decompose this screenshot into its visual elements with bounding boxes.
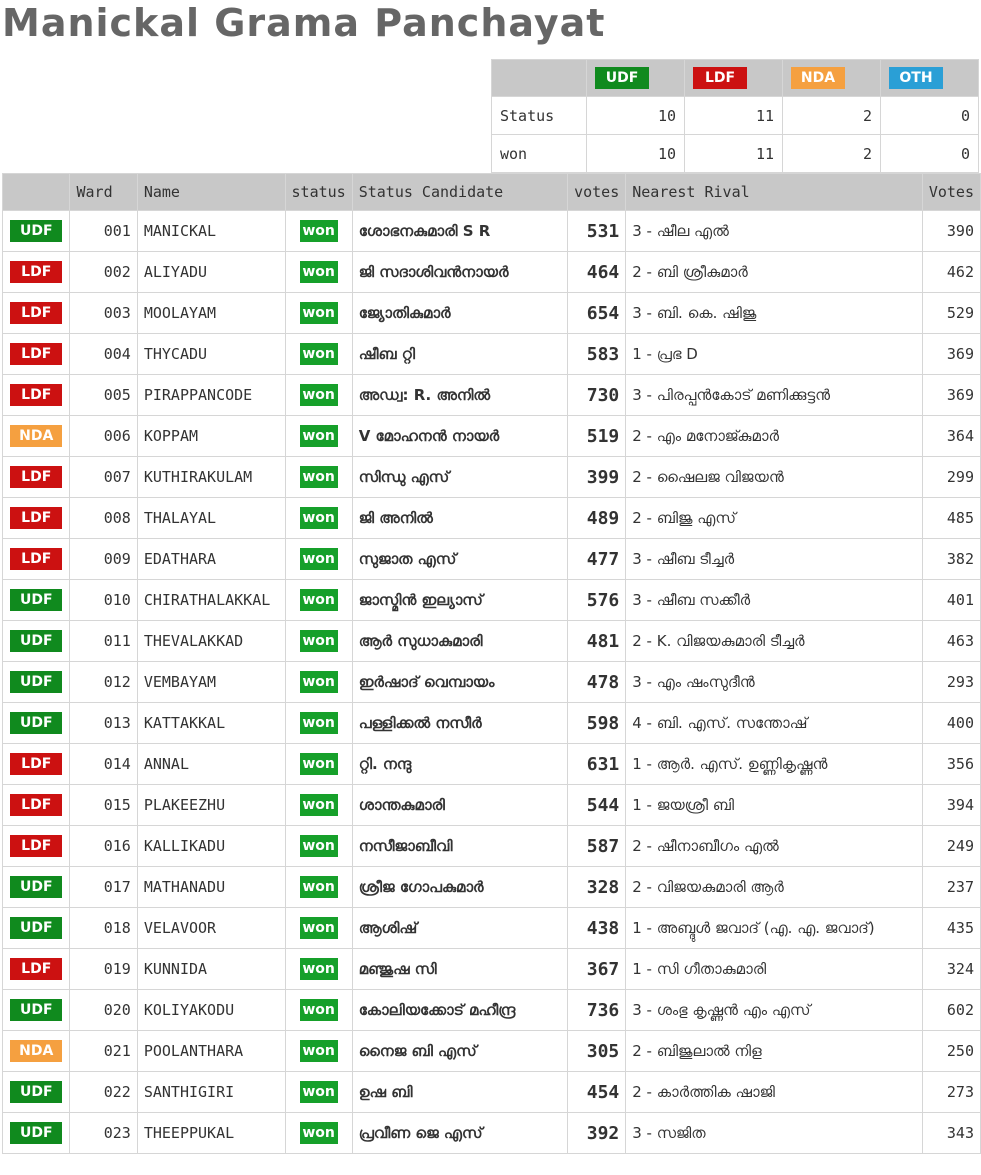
party-chip: LDF: [10, 261, 62, 283]
party-chip: OTH: [889, 67, 943, 89]
party-chip: UDF: [10, 712, 62, 734]
winner-votes: 328: [568, 867, 626, 908]
party-chip: LDF: [10, 302, 62, 324]
status-cell: [285, 211, 352, 252]
ward-number: 021: [70, 1031, 137, 1072]
ward-number: 004: [70, 334, 137, 375]
status-cell: [285, 457, 352, 498]
nearest-rival: 3 - ഷീബ ടീച്ചർ: [626, 539, 923, 580]
ward-name: MANICKAL: [137, 211, 285, 252]
ward-number: 012: [70, 662, 137, 703]
won-badge: won: [300, 220, 338, 242]
rival-votes: 602: [922, 990, 980, 1031]
status-cell: [285, 334, 352, 375]
summary-row-label: Status: [492, 97, 587, 135]
party-chip: UDF: [10, 589, 62, 611]
party-chip: UDF: [10, 630, 62, 652]
party-cell: [3, 211, 70, 252]
won-badge: won: [300, 425, 338, 447]
won-badge: won: [300, 835, 338, 857]
nearest-rival: 2 - ഷൈലജ വിജയൻ: [626, 457, 923, 498]
won-badge: won: [300, 630, 338, 652]
status-cell: [285, 1113, 352, 1154]
summary-count-ldf: 11: [685, 97, 783, 135]
table-row: [3, 744, 981, 785]
nearest-rival: 2 - ബി ശ്രീകുമാർ: [626, 252, 923, 293]
party-cell: [3, 457, 70, 498]
winner-votes: 464: [568, 252, 626, 293]
table-row: [3, 990, 981, 1031]
won-badge: won: [300, 753, 338, 775]
ward-name: KOPPAM: [137, 416, 285, 457]
ward-name: THEVALAKKAD: [137, 621, 285, 662]
col-header-candidate: Status Candidate: [352, 174, 567, 211]
party-cell: [3, 744, 70, 785]
winning-candidate: ജ്യോതികുമാർ: [352, 293, 567, 334]
summary-count-oth: 0: [881, 135, 979, 173]
winner-votes: 576: [568, 580, 626, 621]
summary-party-oth: [881, 60, 979, 97]
ward-name: THALAYAL: [137, 498, 285, 539]
winning-candidate: സിന്ധു എസ്: [352, 457, 567, 498]
party-chip: LDF: [10, 343, 62, 365]
table-row: [3, 1031, 981, 1072]
party-chip: NDA: [10, 1040, 62, 1062]
table-row: [3, 211, 981, 252]
ward-number: 020: [70, 990, 137, 1031]
winning-candidate: കോലിയക്കോട് മഹീന്ദ്ര: [352, 990, 567, 1031]
ward-number: 019: [70, 949, 137, 990]
nearest-rival: 3 - എം ഷംസുദീൻ: [626, 662, 923, 703]
nearest-rival: 3 - പിരപ്പൻകോട് മണിക്കുട്ടൻ: [626, 375, 923, 416]
party-chip: LDF: [10, 835, 62, 857]
summary-count-nda: 2: [783, 97, 881, 135]
ward-number: 007: [70, 457, 137, 498]
table-row: [3, 785, 981, 826]
rival-votes: 250: [922, 1031, 980, 1072]
winning-candidate: V മോഹനൻ നായർ: [352, 416, 567, 457]
party-cell: [3, 621, 70, 662]
winning-candidate: ശാന്തകുമാരി: [352, 785, 567, 826]
nearest-rival: 1 - അബ്ദുൾ ജവാദ് (എ. എ. ജവാദ്): [626, 908, 923, 949]
ward-name: KATTAKKAL: [137, 703, 285, 744]
party-cell: [3, 908, 70, 949]
party-cell: [3, 1031, 70, 1072]
won-badge: won: [300, 466, 338, 488]
summary-count-oth: 0: [881, 97, 979, 135]
rival-votes: 343: [922, 1113, 980, 1154]
party-chip: NDA: [10, 425, 62, 447]
rival-votes: 463: [922, 621, 980, 662]
ward-name: KUNNIDA: [137, 949, 285, 990]
status-cell: [285, 498, 352, 539]
rival-votes: 462: [922, 252, 980, 293]
winner-votes: 544: [568, 785, 626, 826]
ward-number: 002: [70, 252, 137, 293]
nearest-rival: 1 - ജയശ്രീ ബി: [626, 785, 923, 826]
winner-votes: 587: [568, 826, 626, 867]
ward-results-table: [2, 173, 981, 1154]
col-header-name: Name: [137, 174, 285, 211]
ward-name: PLAKEEZHU: [137, 785, 285, 826]
nearest-rival: 2 - വിജയകുമാരി ആർ: [626, 867, 923, 908]
ward-number: 008: [70, 498, 137, 539]
winning-candidate: ശോഭനകുമാരി S R: [352, 211, 567, 252]
ward-name: MATHANADU: [137, 867, 285, 908]
party-cell: [3, 334, 70, 375]
ward-number: 013: [70, 703, 137, 744]
table-row: [3, 252, 981, 293]
table-row: [3, 826, 981, 867]
winner-votes: 478: [568, 662, 626, 703]
winner-votes: 438: [568, 908, 626, 949]
party-cell: [3, 703, 70, 744]
won-badge: won: [300, 958, 338, 980]
winner-votes: 305: [568, 1031, 626, 1072]
col-header-status: status: [285, 174, 352, 211]
table-body: [3, 211, 981, 1154]
table-row: [3, 949, 981, 990]
winning-candidate: സുജാത എസ്: [352, 539, 567, 580]
party-cell: [3, 293, 70, 334]
party-chip: LDF: [10, 384, 62, 406]
party-cell: [3, 1072, 70, 1113]
rival-votes: 273: [922, 1072, 980, 1113]
rival-votes: 369: [922, 334, 980, 375]
winner-votes: 631: [568, 744, 626, 785]
party-chip: LDF: [693, 67, 747, 89]
party-chip: UDF: [10, 1122, 62, 1144]
status-cell: [285, 580, 352, 621]
ward-name: VEMBAYAM: [137, 662, 285, 703]
winner-votes: 489: [568, 498, 626, 539]
rival-votes: 435: [922, 908, 980, 949]
won-badge: won: [300, 589, 338, 611]
winning-candidate: ജി സദാശിവൻനായർ: [352, 252, 567, 293]
summary-count-nda: 2: [783, 135, 881, 173]
status-cell: [285, 744, 352, 785]
rival-votes: 485: [922, 498, 980, 539]
party-cell: [3, 498, 70, 539]
won-badge: won: [300, 917, 338, 939]
won-badge: won: [300, 507, 338, 529]
summary-party-udf: [587, 60, 685, 97]
table-row: [3, 580, 981, 621]
nearest-rival: 3 - ശംഭു കൃഷ്ണൻ എം എസ്: [626, 990, 923, 1031]
summary-count-udf: 10: [587, 97, 685, 135]
nearest-rival: 2 - K. വിജയകുമാരി ടീച്ചർ: [626, 621, 923, 662]
party-cell: [3, 949, 70, 990]
winner-votes: 454: [568, 1072, 626, 1113]
ward-name: KALLIKADU: [137, 826, 285, 867]
nearest-rival: 4 - ബി. എസ്. സന്തോഷ്: [626, 703, 923, 744]
party-cell: [3, 826, 70, 867]
summary-count-ldf: 11: [685, 135, 783, 173]
table-row: [3, 908, 981, 949]
ward-name: KOLIYAKODU: [137, 990, 285, 1031]
ward-number: 015: [70, 785, 137, 826]
table-row: [3, 539, 981, 580]
rival-votes: 249: [922, 826, 980, 867]
ward-name: THEEPPUKAL: [137, 1113, 285, 1154]
summary-row-label: won: [492, 135, 587, 173]
ward-number: 022: [70, 1072, 137, 1113]
table-row: [3, 457, 981, 498]
status-cell: [285, 1072, 352, 1113]
ward-number: 009: [70, 539, 137, 580]
ward-number: 023: [70, 1113, 137, 1154]
winner-votes: 736: [568, 990, 626, 1031]
party-chip: LDF: [10, 794, 62, 816]
summary-count-udf: 10: [587, 135, 685, 173]
winning-candidate: പ്രവീണ ജെ എസ്: [352, 1113, 567, 1154]
ward-number: 001: [70, 211, 137, 252]
ward-name: ANNAL: [137, 744, 285, 785]
table-row: [3, 498, 981, 539]
status-cell: [285, 375, 352, 416]
party-cell: [3, 539, 70, 580]
status-cell: [285, 785, 352, 826]
ward-name: ALIYADU: [137, 252, 285, 293]
status-cell: [285, 539, 352, 580]
party-chip: UDF: [10, 220, 62, 242]
winner-votes: 392: [568, 1113, 626, 1154]
col-header-nearest-rival: Nearest Rival: [626, 174, 923, 211]
winner-votes: 598: [568, 703, 626, 744]
table-row: [3, 662, 981, 703]
party-cell: [3, 785, 70, 826]
rival-votes: 369: [922, 375, 980, 416]
party-chip: UDF: [595, 67, 649, 89]
party-chip: UDF: [10, 671, 62, 693]
won-badge: won: [300, 384, 338, 406]
party-chip: LDF: [10, 466, 62, 488]
winning-candidate: ജാസ്മിൻ ഇല്യാസ്: [352, 580, 567, 621]
ward-name: POOLANTHARA: [137, 1031, 285, 1072]
winner-votes: 477: [568, 539, 626, 580]
nearest-rival: 1 - ആർ. എസ്. ഉണ്ണികൃഷ്ണൻ: [626, 744, 923, 785]
summary-corner-cell: [492, 60, 587, 97]
winner-votes: 481: [568, 621, 626, 662]
summary-row-won: [492, 135, 979, 173]
party-cell: [3, 662, 70, 703]
status-cell: [285, 293, 352, 334]
party-cell: [3, 580, 70, 621]
won-badge: won: [300, 999, 338, 1021]
winning-candidate: അഡ്വ: R. അനിൽ: [352, 375, 567, 416]
ward-number: 003: [70, 293, 137, 334]
won-badge: won: [300, 1040, 338, 1062]
status-cell: [285, 621, 352, 662]
winning-candidate: ജി അനിൽ: [352, 498, 567, 539]
party-chip: UDF: [10, 876, 62, 898]
party-cell: [3, 252, 70, 293]
winner-votes: 519: [568, 416, 626, 457]
ward-name: EDATHARA: [137, 539, 285, 580]
rival-votes: 324: [922, 949, 980, 990]
party-chip: LDF: [10, 507, 62, 529]
ward-name: SANTHIGIRI: [137, 1072, 285, 1113]
status-cell: [285, 703, 352, 744]
nearest-rival: 3 - സജിത: [626, 1113, 923, 1154]
party-chip: LDF: [10, 548, 62, 570]
table-row: [3, 293, 981, 334]
status-cell: [285, 867, 352, 908]
ward-number: 016: [70, 826, 137, 867]
winning-candidate: ഷീബ റ്റി: [352, 334, 567, 375]
status-cell: [285, 990, 352, 1031]
party-chip: UDF: [10, 1081, 62, 1103]
party-chip: UDF: [10, 917, 62, 939]
won-badge: won: [300, 302, 338, 324]
winning-candidate: നസീജാബീവി: [352, 826, 567, 867]
summary-header-row: [492, 60, 979, 97]
winner-votes: 730: [568, 375, 626, 416]
winning-candidate: നൈജ ബി എസ്: [352, 1031, 567, 1072]
ward-number: 010: [70, 580, 137, 621]
summary-row-status: [492, 97, 979, 135]
status-cell: [285, 416, 352, 457]
won-badge: won: [300, 712, 338, 734]
won-badge: won: [300, 343, 338, 365]
col-header-rival-votes: Votes: [922, 174, 980, 211]
ward-number: 005: [70, 375, 137, 416]
ward-number: 006: [70, 416, 137, 457]
table-row: [3, 1072, 981, 1113]
col-header-votes: votes: [568, 174, 626, 211]
table-row: [3, 621, 981, 662]
status-cell: [285, 662, 352, 703]
party-chip: LDF: [10, 958, 62, 980]
table-row: [3, 1113, 981, 1154]
rival-votes: 356: [922, 744, 980, 785]
winning-candidate: ശ്രീജ ഗോപകുമാർ: [352, 867, 567, 908]
status-cell: [285, 826, 352, 867]
rival-votes: 400: [922, 703, 980, 744]
party-cell: [3, 990, 70, 1031]
ward-name: CHIRATHALAKKAL: [137, 580, 285, 621]
winning-candidate: ഉഷ ബി: [352, 1072, 567, 1113]
winner-votes: 654: [568, 293, 626, 334]
won-badge: won: [300, 548, 338, 570]
rival-votes: 382: [922, 539, 980, 580]
winning-candidate: മഞ്ജുഷ സി: [352, 949, 567, 990]
party-chip: UDF: [10, 999, 62, 1021]
rival-votes: 401: [922, 580, 980, 621]
ward-name: KUTHIRAKULAM: [137, 457, 285, 498]
nearest-rival: 2 - ബിജുലാൽ നിള: [626, 1031, 923, 1072]
nearest-rival: 3 - ഷീല എൽ: [626, 211, 923, 252]
ward-name: PIRAPPANCODE: [137, 375, 285, 416]
party-cell: [3, 416, 70, 457]
ward-name: THYCADU: [137, 334, 285, 375]
winner-votes: 583: [568, 334, 626, 375]
summary-party-nda: [783, 60, 881, 97]
ward-number: 011: [70, 621, 137, 662]
status-cell: [285, 1031, 352, 1072]
party-chip: NDA: [791, 67, 845, 89]
rival-votes: 293: [922, 662, 980, 703]
won-badge: won: [300, 876, 338, 898]
rival-votes: 364: [922, 416, 980, 457]
table-row: [3, 375, 981, 416]
rival-votes: 390: [922, 211, 980, 252]
ward-name: MOOLAYAM: [137, 293, 285, 334]
status-cell: [285, 908, 352, 949]
ward-number: 014: [70, 744, 137, 785]
table-row: [3, 334, 981, 375]
nearest-rival: 3 - ഷീബ സക്കീർ: [626, 580, 923, 621]
nearest-rival: 2 - ബിജു എസ്: [626, 498, 923, 539]
table-row: [3, 416, 981, 457]
rival-votes: 299: [922, 457, 980, 498]
winner-votes: 367: [568, 949, 626, 990]
summary-party-ldf: [685, 60, 783, 97]
col-header-party: [3, 174, 70, 211]
table-header-row: [3, 174, 981, 211]
party-cell: [3, 1113, 70, 1154]
nearest-rival: 1 - സി ഗീതാകുമാരി: [626, 949, 923, 990]
ward-number: 018: [70, 908, 137, 949]
rival-votes: 394: [922, 785, 980, 826]
nearest-rival: 1 - പ്രഭ D: [626, 334, 923, 375]
rival-votes: 529: [922, 293, 980, 334]
nearest-rival: 2 - കാർത്തിക ഷാജി: [626, 1072, 923, 1113]
nearest-rival: 2 - ഷീനാബീഗം എൽ: [626, 826, 923, 867]
party-cell: [3, 867, 70, 908]
table-row: [3, 703, 981, 744]
winning-candidate: പള്ളിക്കൽ നസീർ: [352, 703, 567, 744]
winning-candidate: റ്റി. നന്ദു: [352, 744, 567, 785]
winning-candidate: ആശിഷ്: [352, 908, 567, 949]
nearest-rival: 2 - എം മനോജ്കുമാർ: [626, 416, 923, 457]
party-summary-table: [491, 59, 979, 173]
party-cell: [3, 375, 70, 416]
ward-name: VELAVOOR: [137, 908, 285, 949]
col-header-ward: Ward: [70, 174, 137, 211]
ward-number: 017: [70, 867, 137, 908]
winning-candidate: ഇർഷാദ് വെമ്പായം: [352, 662, 567, 703]
won-badge: won: [300, 1081, 338, 1103]
won-badge: won: [300, 671, 338, 693]
won-badge: won: [300, 794, 338, 816]
page-title: Manickal Grama Panchayat: [2, 1, 606, 45]
nearest-rival: 3 - ബി. കെ. ഷിജു: [626, 293, 923, 334]
status-cell: [285, 949, 352, 990]
party-chip: LDF: [10, 753, 62, 775]
winner-votes: 531: [568, 211, 626, 252]
winner-votes: 399: [568, 457, 626, 498]
rival-votes: 237: [922, 867, 980, 908]
won-badge: won: [300, 261, 338, 283]
table-row: [3, 867, 981, 908]
won-badge: won: [300, 1122, 338, 1144]
winning-candidate: ആർ സുധാകുമാരി: [352, 621, 567, 662]
status-cell: [285, 252, 352, 293]
